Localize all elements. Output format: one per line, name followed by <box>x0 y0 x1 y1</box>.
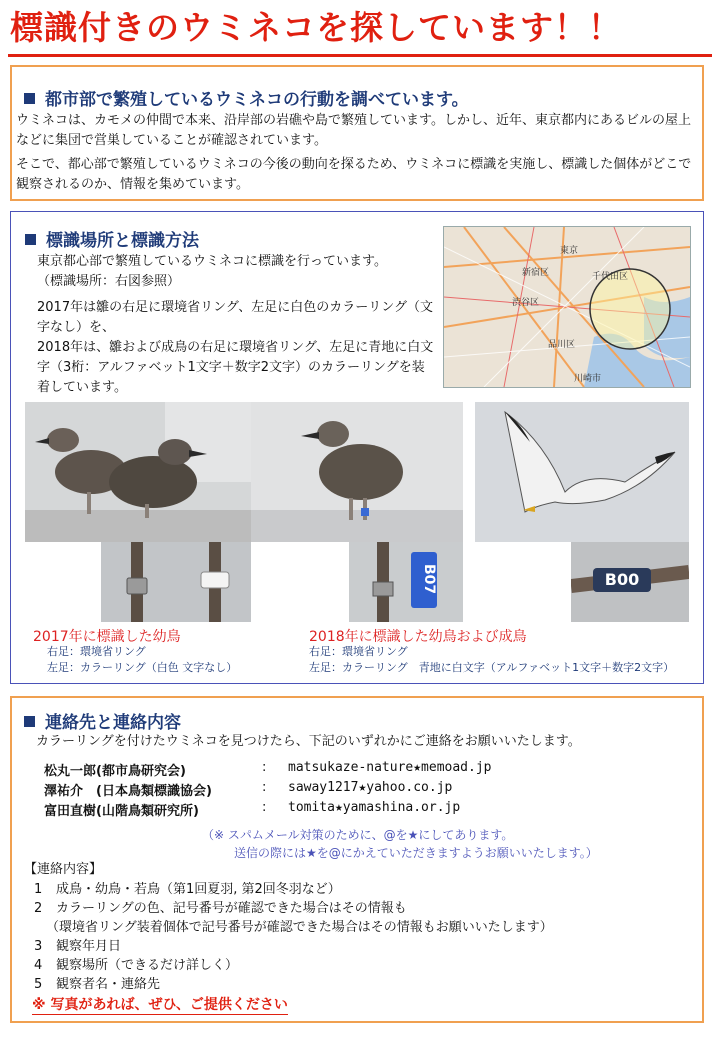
list-item <box>34 878 341 897</box>
square-bullet-icon <box>25 234 36 245</box>
section3-intro: カラーリングを付けたウミネコを見つけたら、下記のいずれかにご連絡をお願いいたします。 <box>36 734 581 749</box>
map-label-kawasaki: 川崎市 <box>574 374 602 384</box>
section3-heading-text: 連絡先と連絡内容 <box>45 713 181 733</box>
list-item-number: 1 <box>34 882 43 897</box>
caption-2018-left-leg: 左足：カラーリング 青地に白文字（アルファベット1文字＋数字2文字） <box>309 661 675 674</box>
contact-name: 松丸一郎(都市鳥研究会) <box>44 764 186 779</box>
list-item <box>34 954 238 973</box>
photo-2018-blue-ring-b07 <box>349 542 463 622</box>
contact-email[interactable]: tomita★yamashina.or.jp <box>288 800 461 815</box>
list-item <box>34 897 407 916</box>
caption-2017-right-leg: 右足：環境省リング <box>47 645 146 658</box>
square-bullet-icon <box>24 716 35 727</box>
contact-name: 富田直樹(山階鳥類研究所) <box>44 804 199 819</box>
photo-2017-leg-rings <box>101 542 251 622</box>
list-item <box>34 973 160 992</box>
section2-heading <box>25 226 199 251</box>
map-label-shibuya: 渋谷区 <box>512 298 540 308</box>
list-item-text: 成鳥・幼鳥・若鳥（第1回夏羽, 第2回冬羽など） <box>56 882 341 897</box>
section1-heading <box>24 85 469 110</box>
section3-heading <box>24 708 181 733</box>
ring-code-b00: B00 <box>604 570 640 589</box>
spam-note-line1: （※ スパムメール対策のために、@を★にしてあります。 <box>202 828 514 842</box>
caption-2018-right-leg: 右足：環境省リング <box>309 645 408 658</box>
caption-2018: 2018年に標識した幼鳥および成鳥 <box>309 629 527 645</box>
map-graphic <box>444 227 690 387</box>
caption-2017-left-leg: 左足：カラーリング（白色 文字なし） <box>47 661 238 674</box>
photo-2017-juveniles <box>25 402 265 542</box>
contact-colon: : <box>262 800 267 815</box>
list-item <box>34 935 121 954</box>
photo-2018-adult-flight <box>475 402 689 542</box>
square-bullet-icon <box>24 93 35 104</box>
ring-code-b07: B07 <box>421 564 437 595</box>
caption-2017: 2017年に標識した幼鳥 <box>33 629 181 645</box>
section2-2017-method: 2017年は雛の右足に環境省リング、左足に白色のカラーリング（文字なし）を、 <box>37 300 434 335</box>
list-item-number: 5 <box>34 977 43 992</box>
list-item-text: （環境省リング装着個体で記号番号が確認できた場合はその情報もお願いいたします） <box>46 920 553 935</box>
contact-row <box>44 800 644 818</box>
section1-heading-text: 都市部で繁殖しているウミネコの行動を調べています。 <box>45 90 469 110</box>
list-item-number: 2 <box>34 901 43 916</box>
content-heading: 【連絡内容】 <box>24 862 103 877</box>
list-item-text: 観察者名・連絡先 <box>56 977 161 992</box>
section-banding-method <box>10 211 704 684</box>
list-item-number: 4 <box>34 958 43 973</box>
section2-location-note: （標識場所：右図参照） <box>37 274 181 289</box>
photo-request-note: ※ 写真があれば、ぜひ、ご提供ください <box>32 994 288 1015</box>
section1-paragraph-1: ウミネコは、カモメの仲間で本来、沿岸部の岩礁や島で繁殖しています。しかし、近年、東京都内にあるビルの屋上などに集団で営巣していることが確認されています。 <box>16 113 691 148</box>
map-label-tokyo: 東京 <box>560 246 579 256</box>
section-research-purpose <box>10 65 704 201</box>
spam-note-line2: 送信の際には★を@にかえていただきますようお願いいたします。） <box>234 846 598 860</box>
page-title: 標識付きのウミネコを探しています！！ <box>10 8 622 47</box>
contact-colon: : <box>262 760 267 775</box>
list-item-subnote <box>46 916 553 935</box>
map-label-chiyoda: 千代田区 <box>592 272 629 282</box>
section1-paragraph-2: そこで、都心部で繁殖しているウミネコの今後の動向を探るため、ウミネコに標識を実施し、標識した個体がどこで観察されるのか、情報を集めています。 <box>16 157 692 192</box>
photo-2018-blue-ring-b00 <box>571 542 689 622</box>
contact-email[interactable]: saway1217★yahoo.co.jp <box>288 780 453 795</box>
contact-colon: : <box>262 780 267 795</box>
map-label-shinagawa: 品川区 <box>548 340 576 350</box>
contact-email[interactable]: matsukaze-nature★memoad.jp <box>288 760 492 775</box>
contact-row <box>44 760 644 778</box>
section-contact <box>10 696 704 1023</box>
contact-row <box>44 780 644 798</box>
section2-heading-text: 標識場所と標識方法 <box>46 231 199 251</box>
list-item-number: 3 <box>34 939 43 954</box>
list-item-text: 観察場所（できるだけ詳しく） <box>56 958 239 973</box>
title-underline <box>8 54 712 57</box>
photo-2018-juvenile <box>251 402 463 542</box>
contact-name: 澤祐介 (日本鳥類標識協会) <box>44 784 212 799</box>
list-item-text: カラーリングの色、記号番号が確認できた場合はその情報も <box>56 901 407 916</box>
map-label-shinjuku: 新宿区 <box>522 268 550 278</box>
banding-location-map <box>443 226 691 388</box>
section2-intro: 東京都心部で繁殖しているウミネコに標識を行っています。 <box>37 254 387 269</box>
list-item-text: 観察年月日 <box>56 939 122 954</box>
section2-2018-method: 2018年は、雛および成鳥の右足に環境省リング、左足に青地に白文字（3桁：アルファベット1文字＋数字2文字）のカラーリングを装着しています。 <box>37 340 434 395</box>
